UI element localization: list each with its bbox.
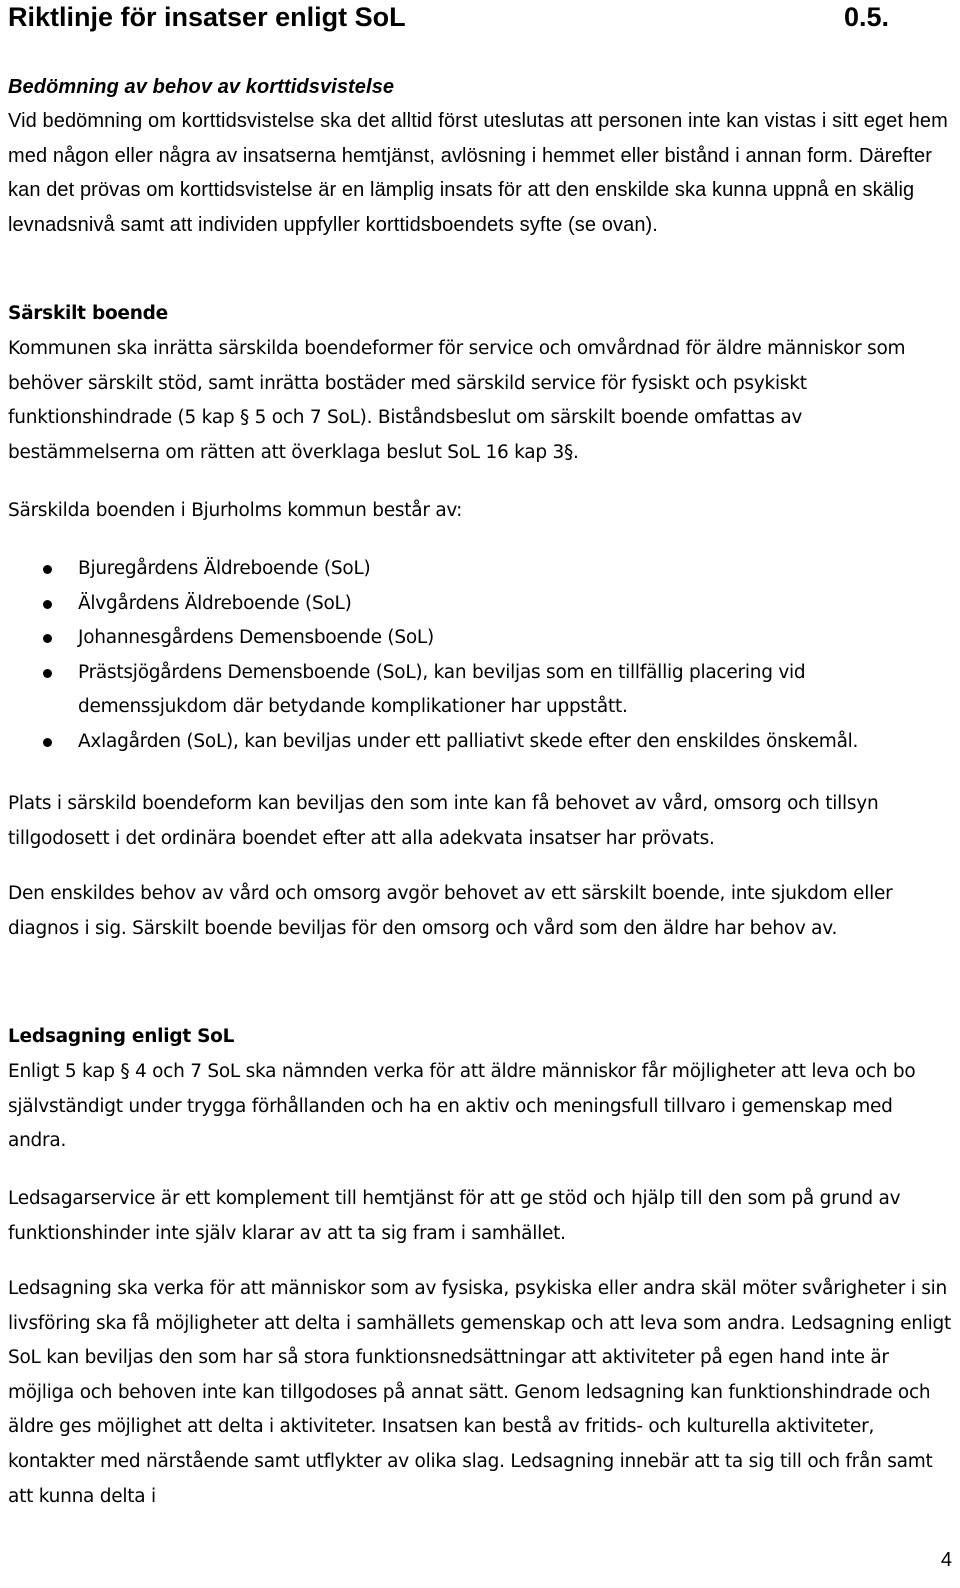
list-item: Bjuregårdens Äldreboende (SoL)	[8, 552, 954, 587]
sarskilt-list-intro: Särskilda boenden i Bjurholms kommun består av:	[8, 500, 463, 521]
bullet-icon	[43, 634, 52, 643]
sarskilt-paragraph: Kommunen ska inrätta särskilda boendeformer för service och omvårdnad för äldre människor som behöver särskilt stöd, samt inrätta bostäder med särskild service för fysiskt och psykiskt funktionshindrade (5 kap § 5 och 7 SoL). Biståndsbeslut om särskilt boende omfattas av bestämmelserna om rätten att överklaga beslut SoL 16 kap 3§.	[8, 338, 906, 463]
document-header	[8, 0, 954, 40]
document-version: 0.5.	[844, 2, 890, 32]
bullet-icon	[43, 738, 52, 747]
bullet-icon	[43, 565, 52, 574]
list-item: Prästsjögårdens Demensboende (SoL), kan beviljas som en tillfällig placering vid demenssjukdom där betydande komplikationer har uppstått.	[8, 656, 954, 725]
sarskilt-heading: Särskilt boende	[8, 303, 168, 324]
bullet-icon	[43, 669, 52, 678]
sarskilt-paragraph-3: Den enskildes behov av vård och omsorg avgör behovet av ett särskilt boende, inte sjukdom eller diagnos i sig. Särskilt boende beviljas för den omsorg och vård som den äldre har behov av.	[8, 883, 893, 939]
ledsagning-paragraph-3: Ledsagning ska verka för att människor som av fysiska, psykiska eller andra skäl möter svårigheter i sin livsföring ska få möjligheter att delta i samhällets gemenskap och att leva som andra. Ledsagning enligt SoL kan beviljas den som har så stora funktionsnedsättningar att aktiviteter på egen hand inte är möjliga och behoven inte kan tillgodoses på annat sätt. Genom ledsagning kan funktionshindrade och äldre ges möjlighet att delta i aktiviteter. Insatsen kan bestå av fritids- och kulturella aktiviteter, kontakter med närstående samt utflykter av olika slag. Ledsagning innebär att ta sig till och från samt att kunna delta i	[8, 1278, 952, 1507]
bullet-icon	[43, 600, 52, 609]
list-item: Axlagården (SoL), kan beviljas under ett palliativt skede efter den enskildes önskemål.	[8, 725, 954, 760]
ledsagning-paragraph-1: Enligt 5 kap § 4 och 7 SoL ska nämnden verka för att äldre människor får möjligheter att leva och bo självständigt under trygga förhållanden och ha en aktiv och meningsfull tillvaro i gemenskap med andra.	[8, 1061, 916, 1152]
list-item: Älvgårdens Äldreboende (SoL)	[8, 587, 954, 622]
list-item: Johannesgårdens Demensboende (SoL)	[8, 621, 954, 656]
sarskilt-paragraph-2: Plats i särskild boendeform kan beviljas den som inte kan få behovet av vård, omsorg och tillsyn tillgodosett i det ordinära boendet efter att alla adekvata insatser har prövats.	[8, 793, 879, 849]
boenden-list	[8, 552, 954, 760]
korttid-paragraph: Vid bedömning om korttidsvistelse ska det alltid först uteslutas att personen inte kan vistas i sitt eget hem med någon eller några av insatserna hemtjänst, avlösning i hemmet eller bistånd i annan form. Därefter kan det prövas om korttidsvistelse är en lämplig insats för att den enskilde ska kunna uppnå en skälig levnadsnivå samt att individen uppfyller korttidsboendets syfte (se ovan).	[8, 110, 948, 236]
ledsagning-heading: Ledsagning enligt SoL	[8, 1026, 235, 1047]
ledsagning-paragraph-2: Ledsagarservice är ett komplement till hemtjänst för att ge stöd och hjälp till den som på grund av funktionshinder inte själv klarar av att ta sig fram i samhället.	[8, 1188, 901, 1244]
page-number: 4	[940, 1549, 952, 1571]
korttid-heading: Bedömning av behov av korttidsvistelse	[8, 76, 395, 98]
document-title: Riktlinje för insatser enligt SoL	[8, 2, 406, 32]
